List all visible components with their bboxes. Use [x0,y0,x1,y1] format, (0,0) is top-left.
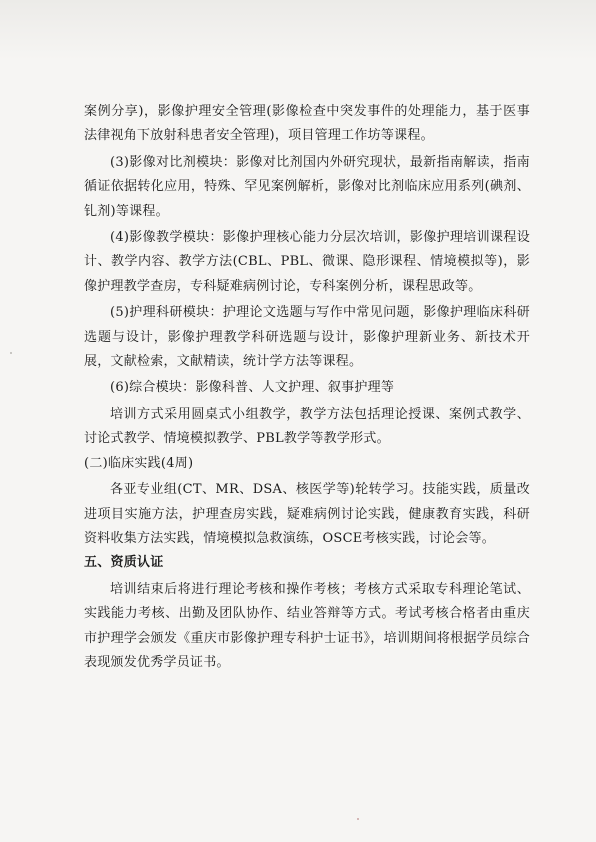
section-heading-qualification: 五、资质认证 [84,555,164,571]
paragraph-clinical-rotation: 各亚专业组(CT、MR、DSA、核医学等)轮转学习。技能实践，质量改进项目实施方法，护理查房实践，疑难病例讨论实践，健康教育实践，科研资料收集方法实践，情境模拟急救演练，OSCE考核实践，讨论会等。 [84,482,530,546]
scan-speck [10,352,12,354]
paragraph-certification: 培训结束后将进行理论考核和操作考核；考核方式采取专科理论笔试、实践能力考核、出勤及团队协作、结业答辩等方式。考试考核合格者由重庆市护理学会颁发《重庆市影像护理专科护士证书》，培训期间将根据学员综合表现颁发优秀学员证书。 [84,581,530,670]
paragraph-comprehensive-module: (6)综合模块：影像科普、人文护理、叙事护理等 [110,380,395,396]
paragraph-teaching-module: (4)影像教学模块：影像护理核心能力分层次培训，影像护理培训课程设计、教学内容、教学方法(CBL、PBL、微课、隐形课程、情境模拟等)，影像护理教学查房，专科疑难病例讨论，专科案例分析，课程思政等。 [84,230,530,294]
scan-speck [357,818,359,820]
paragraph-contrast-module: (3)影像对比剂模块：影像对比剂国内外研究现状，最新指南解读，指南循证依据转化应用，特殊、罕见案例解析，影像对比剂临床应用系列(碘剂、钆剂)等课程。 [84,154,530,219]
paragraph-training-method: 培训方式采用圆桌式小组教学，教学方法包括理论授课、案例式教学、讨论式教学、情境模拟教学、PBL教学等教学形式。 [84,406,530,447]
section-heading-clinical-practice: (二)临床实践(4周) [84,455,194,471]
scan-shadow [0,0,596,60]
paragraph-research-module: (5)护理科研模块：护理论文选题与写作中常见问题，影像护理临床科研选题与设计，影像护理教学科研选题与设计，影像护理新业务、新技术开展，文献检索，文献精读，统计学方法等课程。 [84,305,530,370]
paragraph-case-sharing: 案例分享)，影像护理安全管理(影像检查中突发事件的处理能力，基于医事法律视角下放射科患者安全管理)，项目管理工作坊等课程。 [84,104,530,144]
document-body [84,100,530,675]
